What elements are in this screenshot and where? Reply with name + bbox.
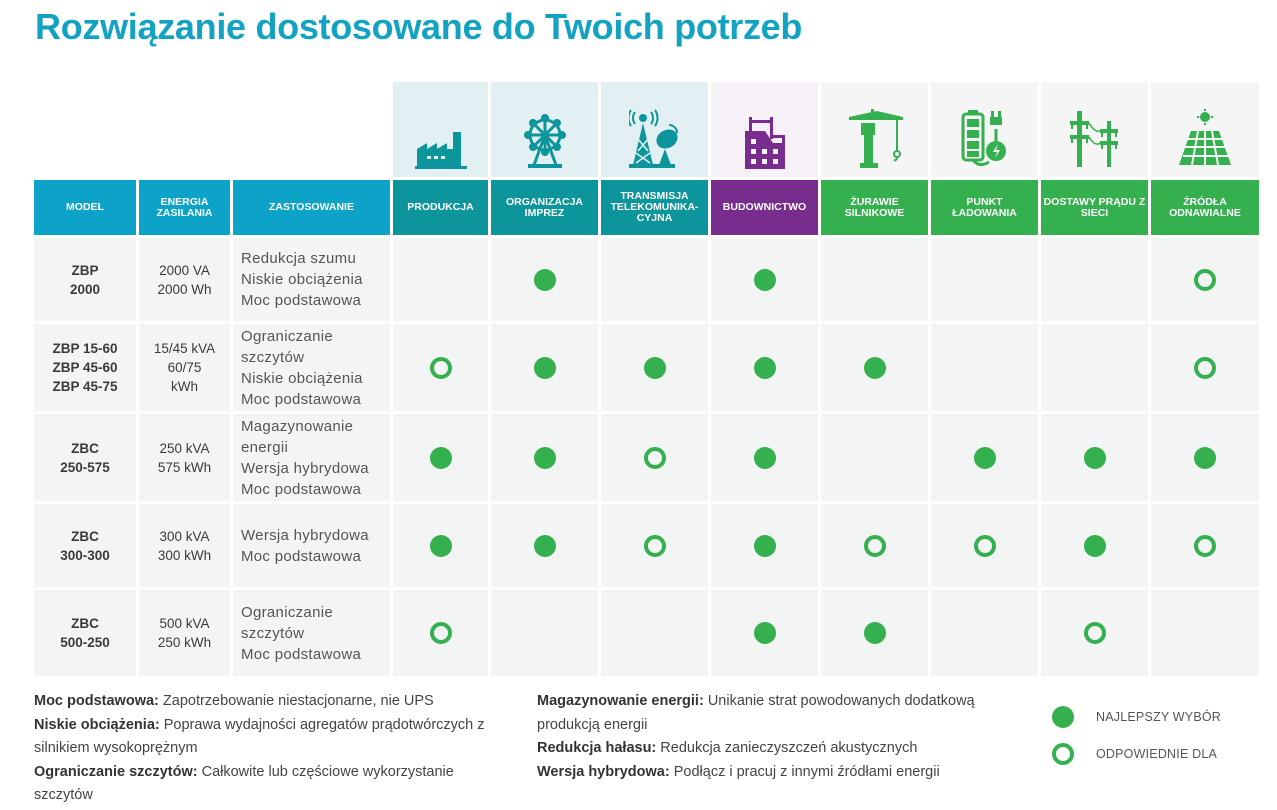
- model-cell-line: ZBP 15-60: [52, 341, 118, 356]
- energy-cell: [139, 504, 230, 587]
- mark-cell-ferris-wheel: [491, 324, 598, 411]
- energy-cell: [139, 238, 230, 321]
- header-organizacja-imprez: ORGANIZACJA IMPREZ: [491, 180, 598, 235]
- mark-cell-telecom-tower: [601, 414, 708, 501]
- note-magazynowanie-energii: Magazynowanie energii: Unikanie strat powodowanych dodatkową produkcją energii: [537, 693, 975, 733]
- filled-circle-icon: [754, 269, 776, 291]
- usage-cell: [233, 414, 390, 501]
- legend: [1052, 698, 1221, 772]
- note-wersja-hybrydowa: Wersja hybrydowa: Podłącz i pracuj z innymi źródłami energii: [537, 763, 940, 780]
- filled-circle-icon: [754, 622, 776, 644]
- model-cell: [34, 324, 136, 411]
- model-cell-line: 250-575: [60, 459, 110, 475]
- mark-cell-building: [711, 324, 818, 411]
- mark-cell-building: [711, 504, 818, 587]
- mark-cell-crane: [821, 324, 928, 411]
- energy-cell-line: 250 kVA: [159, 440, 210, 456]
- mark-cell-building: [711, 414, 818, 501]
- header-punkt-ladowania: PUNKT ŁADOWANIA: [931, 180, 1038, 235]
- model-cell-line: ZBP 45-60: [52, 360, 118, 375]
- crane-icon: [847, 109, 903, 169]
- filled-circle-icon: [1084, 447, 1106, 469]
- page-title: Rozwiązanie dostosowane do Twoich potrzeb: [35, 6, 803, 47]
- note-niskie-obciazenia: Niskie obciążenia: Poprawa wydajności agregatów prądotwórczych z silnikiem wysokoprężnym: [34, 716, 485, 756]
- ring-circle-icon: [644, 447, 666, 469]
- mark-cell-power-poles: [1041, 504, 1148, 587]
- filled-circle-icon: [864, 622, 886, 644]
- energy-cell-line: 2000 Wh: [157, 281, 212, 297]
- ring-circle-icon: [1194, 357, 1216, 379]
- mark-cell-solar-panel: [1151, 324, 1259, 411]
- icon-cell-produkcja: [393, 82, 488, 177]
- usage-cell-line: Moc podstawowa: [241, 390, 362, 408]
- usage-cell-line: Moc podstawowa: [241, 645, 362, 663]
- header-zurawie: ŻURAWIE SILNIKOWE: [821, 180, 928, 235]
- ring-circle-icon: [430, 622, 452, 644]
- energy-cell-line: 300 kWh: [157, 547, 212, 563]
- filled-circle-icon: [754, 357, 776, 379]
- solar-panel-icon: [1177, 109, 1233, 169]
- header-produkcja: PRODUKCJA: [393, 180, 488, 235]
- mark-cell-telecom-tower: [601, 324, 708, 411]
- charging-battery-icon: [960, 109, 1010, 169]
- energy-cell-line: 15/45 kVA: [153, 341, 216, 356]
- usage-cell: [233, 324, 390, 411]
- mark-cell-charging-battery: [931, 238, 1038, 321]
- filled-circle-icon: [974, 447, 996, 469]
- usage-cell-line: Moc podstawowa: [241, 480, 362, 498]
- usage-cell-line: Niskie obciążenia: [241, 271, 363, 288]
- ring-circle-icon: [644, 535, 666, 557]
- comparison-table: [34, 82, 1259, 676]
- filled-circle-icon: [534, 447, 556, 469]
- usage-cell-line: Wersja hybrydowa: [241, 526, 369, 544]
- usage-cell: [233, 504, 390, 587]
- mark-cell-ferris-wheel: [491, 504, 598, 587]
- mark-cell-factory: [393, 414, 488, 501]
- model-cell-line: 2000: [69, 281, 101, 297]
- mark-cell-crane: [821, 414, 928, 501]
- mark-cell-crane: [821, 238, 928, 321]
- filled-circle-icon: [754, 535, 776, 557]
- mark-cell-charging-battery: [931, 414, 1038, 501]
- filled-circle-icon: [1052, 706, 1074, 728]
- icon-cell-zurawie: [821, 82, 928, 177]
- header-zastosowanie: ZASTOSOWANIE: [233, 180, 390, 235]
- mark-cell-factory: [393, 590, 488, 676]
- energy-cell-line: 575 kWh: [157, 459, 212, 475]
- model-cell: [34, 414, 136, 501]
- filled-circle-icon: [754, 447, 776, 469]
- mark-cell-solar-panel: [1151, 504, 1259, 587]
- ring-circle-icon: [430, 357, 452, 379]
- mark-cell-power-poles: [1041, 590, 1148, 676]
- icon-cell-punkt-ladowania: [931, 82, 1038, 177]
- mark-cell-solar-panel: [1151, 590, 1259, 676]
- usage-cell-line: Moc podstawowa: [241, 292, 362, 309]
- blank-corner: [34, 82, 390, 177]
- usage-cell-line: szczytów: [241, 348, 305, 366]
- header-budownictwo: BUDOWNICTWO: [711, 180, 818, 235]
- mark-cell-solar-panel: [1151, 238, 1259, 321]
- model-cell-line: ZBC: [71, 616, 99, 631]
- ring-circle-icon: [1194, 269, 1216, 291]
- energy-cell-line: 300 kVA: [159, 528, 210, 544]
- mark-cell-crane: [821, 590, 928, 676]
- energy-cell-line: 2000 VA: [159, 262, 210, 278]
- mark-cell-charging-battery: [931, 504, 1038, 587]
- energy-cell: [139, 324, 230, 411]
- model-cell: [34, 238, 136, 321]
- mark-cell-crane: [821, 504, 928, 587]
- header-dostawy-pradu: DOSTAWY PRĄDU Z SIECI: [1041, 180, 1148, 235]
- usage-cell-line: Magazynowanie: [241, 417, 354, 435]
- legend-suitable: [1052, 735, 1221, 772]
- model-cell-line: ZBP: [71, 262, 99, 278]
- header-zrodla-odnawialne: ŹRÓDŁA ODNAWIALNE: [1151, 180, 1259, 235]
- energy-cell: [139, 590, 230, 676]
- legend-notes-mid: [537, 690, 1007, 784]
- mark-cell-ferris-wheel: [491, 414, 598, 501]
- model-cell: [34, 504, 136, 587]
- model-cell-line: ZBP 45-75: [52, 379, 118, 394]
- usage-cell: [233, 590, 390, 676]
- usage-cell-line: Moc podstawowa: [241, 547, 362, 565]
- mark-cell-factory: [393, 324, 488, 411]
- ring-circle-icon: [1052, 743, 1074, 765]
- usage-cell-line: Wersja hybrydowa: [241, 459, 369, 477]
- building-icon: [745, 117, 785, 169]
- usage-cell: [233, 238, 390, 321]
- energy-cell-line: 60/75: [167, 360, 202, 375]
- header-model: MODEL: [34, 180, 136, 235]
- mark-cell-factory: [393, 504, 488, 587]
- energy-cell-line: kWh: [170, 379, 198, 394]
- mark-cell-ferris-wheel: [491, 590, 598, 676]
- icon-cell-zrodla-odnawialne: [1151, 82, 1259, 177]
- model-cell-line: ZBC: [71, 528, 99, 544]
- mark-cell-telecom-tower: [601, 238, 708, 321]
- filled-circle-icon: [1194, 447, 1216, 469]
- legend-best-label: NAJLEPSZY WYBÓR: [1096, 709, 1222, 724]
- filled-circle-icon: [534, 269, 556, 291]
- mark-cell-power-poles: [1041, 324, 1148, 411]
- ring-circle-icon: [1194, 535, 1216, 557]
- ring-circle-icon: [1084, 622, 1106, 644]
- usage-cell-line: Ograniczanie: [241, 603, 333, 621]
- mark-cell-power-poles: [1041, 238, 1148, 321]
- filled-circle-icon: [1084, 535, 1106, 557]
- usage-cell-line: Redukcja szumu: [241, 250, 357, 267]
- header-energia-zasilania: ENERGIA ZASILANIA: [139, 180, 230, 235]
- filled-circle-icon: [430, 447, 452, 469]
- mark-cell-telecom-tower: [601, 504, 708, 587]
- header-transmisja: TRANSMISJA TELEKOMUNIKA-CYJNA: [601, 180, 708, 235]
- filled-circle-icon: [644, 357, 666, 379]
- mark-cell-charging-battery: [931, 590, 1038, 676]
- model-cell: [34, 590, 136, 676]
- ferris-wheel-icon: [522, 113, 568, 169]
- note-moc-podstawowa: Moc podstawowa: Zapotrzebowanie niestacjonarne, nie UPS: [34, 693, 434, 709]
- usage-cell-line: szczytów: [241, 624, 305, 642]
- ring-circle-icon: [974, 535, 996, 557]
- icon-cell-organizacja-imprez: [491, 82, 598, 177]
- telecom-tower-icon: [629, 109, 681, 169]
- filled-circle-icon: [534, 535, 556, 557]
- mark-cell-building: [711, 238, 818, 321]
- mark-cell-telecom-tower: [601, 590, 708, 676]
- mark-cell-building: [711, 590, 818, 676]
- icon-cell-transmisja: [601, 82, 708, 177]
- ring-circle-icon: [864, 535, 886, 557]
- energy-cell: [139, 414, 230, 501]
- mark-cell-factory: [393, 238, 488, 321]
- energy-cell-line: 250 kWh: [157, 635, 212, 650]
- note-ograniczanie-szczytow: Ograniczanie szczytów: Całkowite lub częściowe wykorzystanie szczytów: [34, 763, 454, 803]
- icon-cell-budownictwo: [711, 82, 818, 177]
- power-poles-icon: [1067, 109, 1123, 169]
- filled-circle-icon: [430, 535, 452, 557]
- model-cell-line: 300-300: [60, 547, 110, 563]
- usage-cell-line: Niskie obciążenia: [241, 369, 363, 387]
- legend-suitable-label: ODPOWIEDNIE DLA: [1096, 746, 1218, 761]
- mark-cell-power-poles: [1041, 414, 1148, 501]
- icon-cell-dostawy-pradu: [1041, 82, 1148, 177]
- note-redukcja-halasu: Redukcja hałasu: Redukcja zanieczyszczeń akustycznych: [537, 740, 918, 756]
- mark-cell-solar-panel: [1151, 414, 1259, 501]
- legend-notes-left: [34, 690, 504, 808]
- model-cell-line: ZBC: [71, 440, 99, 456]
- factory-icon: [415, 129, 467, 169]
- legend-best: [1052, 698, 1221, 735]
- usage-cell-line: Ograniczanie: [241, 327, 333, 345]
- usage-cell-line: energii: [241, 438, 289, 456]
- filled-circle-icon: [864, 357, 886, 379]
- mark-cell-charging-battery: [931, 324, 1038, 411]
- energy-cell-line: 500 kVA: [159, 616, 210, 631]
- model-cell-line: 500-250: [60, 635, 110, 650]
- mark-cell-ferris-wheel: [491, 238, 598, 321]
- filled-circle-icon: [534, 357, 556, 379]
